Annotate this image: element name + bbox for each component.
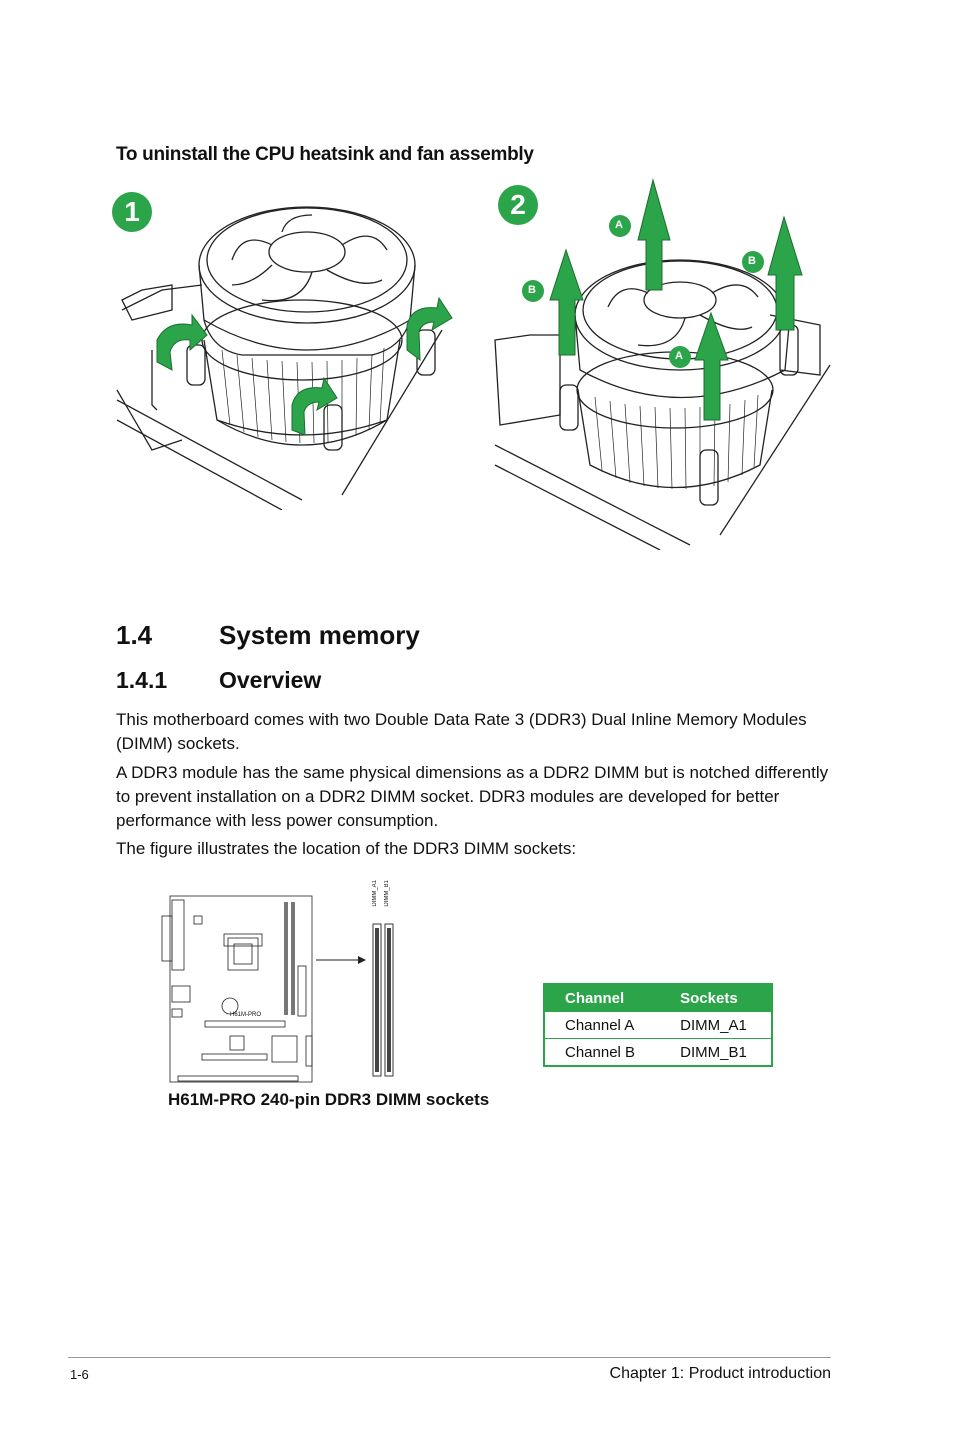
subsection-number: 1.4.1 (116, 667, 168, 693)
motherboard-layout (158, 876, 403, 1086)
dimm-b1-label: DIMM_B1 (384, 880, 390, 907)
section-heading (116, 620, 420, 651)
subheading: To uninstall the CPU heatsink and fan assembly (116, 144, 534, 165)
channel-socket-table (543, 983, 773, 1067)
table-cell: Channel A (544, 1012, 660, 1039)
label-a-center: A (675, 350, 683, 362)
step-2-badge: 2 (498, 185, 538, 225)
table-header: Channel (544, 984, 660, 1012)
heatsink-illustration-2 (490, 175, 840, 550)
heatsink-figure-1 (112, 190, 462, 510)
heatsink-illustration-1 (112, 190, 462, 510)
subsection-title: Overview (219, 667, 322, 693)
table-row (544, 1012, 772, 1039)
table-row (544, 1039, 772, 1067)
label-b-left: B (528, 284, 536, 296)
table-header-row (544, 984, 772, 1012)
table-cell: DIMM_B1 (660, 1039, 772, 1067)
section-title: System memory (219, 620, 420, 650)
dimm-a1-label: DIMM_A1 (372, 880, 378, 907)
board-label: H61M-PRO (230, 1012, 262, 1018)
table-header: Sockets (660, 984, 772, 1012)
motherboard-diagram (158, 876, 403, 1086)
table-cell: Channel B (544, 1039, 660, 1067)
label-a-top: A (615, 219, 623, 231)
subsection-heading (116, 667, 321, 694)
page-number: 1-6 (70, 1367, 89, 1382)
heatsink-figure-2 (490, 175, 840, 550)
paragraph-1: This motherboard comes with two Double Data Rate 3 (DDR3) Dual Inline Memory Modules (DIMM) sockets. (116, 710, 807, 753)
paragraph-2: A DDR3 module has the same physical dimensions as a DDR2 DIMM but is notched differently to prevent installation on a DDR2 DIMM socket. DDR3 modules are developed for better performance with less power consumption. (116, 763, 829, 830)
figure-caption: H61M-PRO 240-pin DDR3 DIMM sockets (168, 1090, 490, 1109)
label-b-right: B (748, 255, 756, 267)
chapter-title: Chapter 1: Product introduction (609, 1365, 831, 1382)
table-cell: DIMM_A1 (660, 1012, 772, 1039)
footer-divider (68, 1357, 831, 1358)
paragraph-3: The figure illustrates the location of the DDR3 DIMM sockets: (116, 839, 577, 858)
section-number: 1.4 (116, 620, 153, 650)
step-1-badge: 1 (112, 192, 152, 232)
